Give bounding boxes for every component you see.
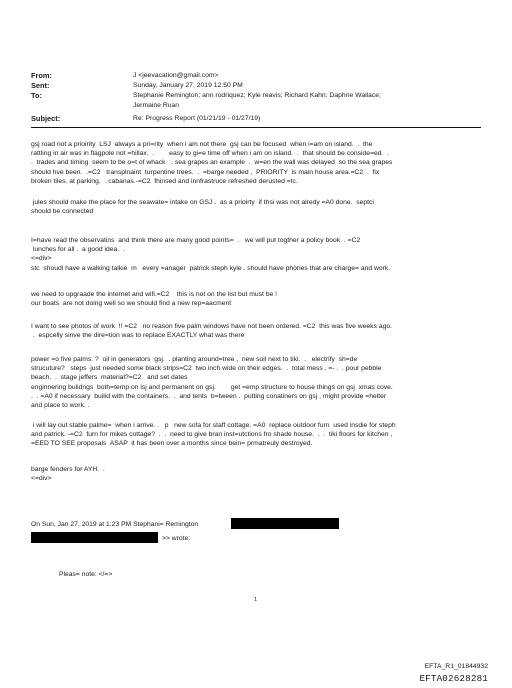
- redaction-bar: [31, 532, 158, 543]
- body-line: . trades and timing seem to be o=t of whack , sea grapes an example . w=en the wall was delayed so the sea grapes: [31, 159, 393, 167]
- body-paragraph-4: [31, 290, 493, 308]
- body-line: and place to work. .: [31, 402, 90, 410]
- body-line: barge fenders for AYH. .: [31, 466, 105, 473]
- bates-number-primary: EFTA_R1_01844932: [424, 663, 488, 670]
- sent-label: Sent:: [31, 81, 50, 90]
- body-line: . espcelly sinve the dire=tion was to replace EXACTLY what was there: [31, 332, 245, 340]
- body-line: and patrick. -=C2 furn for mikes cottage? . . need to give bran inst=utctions fro shade house. . . tiki floors for kitchen ,: [31, 431, 393, 439]
- body-line: <=div>: [31, 475, 52, 483]
- subject-label: Subject:: [31, 114, 61, 123]
- sent-value: Sunday, January 27, 2019 12:50 PM: [133, 82, 243, 89]
- body-line: enginnering bulidngs both=temp on lsj and permanent on gsj. get =emp structure to house things on gsj xmas cove.: [31, 383, 393, 391]
- reply-attribution-line1: On Sun, Jan 27, 2019 at 1:23 PM Stephani= Remington: [31, 521, 199, 528]
- body-paragraph-7: [31, 421, 493, 449]
- body-line: stc shoudl have a walking talkie m every =anager patrick steph kyle . should have phones that are charge= and work.: [31, 264, 391, 272]
- body-line: =EED TO SEE proposals ASAP it has been over a months since bein= prmatreuly destroyed.: [31, 440, 313, 448]
- redaction-bar: [231, 518, 339, 529]
- body-line: jules should make the place for the seawate= intake on GSJ . as a prioirty if thsi was not alredy =A0 done. septci: [31, 199, 374, 206]
- bates-number-secondary: EFTA02628281: [419, 673, 488, 684]
- body-paragraph-8: [31, 465, 493, 483]
- from-value: J <jeevacation@gmail.com>: [133, 72, 219, 79]
- body-line: should hve been. .=C2 transplnaint turpentine trees. . =barge needed , PRIORITY is main house area.=C2 . fix: [31, 168, 380, 176]
- body-line: should be connected: [31, 208, 94, 216]
- body-line: gsj road not a prioirity LSJ always a pri=rity when i am not there gsj can be focused when i=am on island. . the: [31, 141, 373, 148]
- body-paragraph-6: [31, 355, 493, 410]
- subject-value: Re: Progress Report (01/21/19 - 01/27/19): [133, 115, 261, 122]
- to-value-line1: Stephanie Remington; ann rodriquez; Kyle reavis; Richard Kahn; Daphne Wallace;: [133, 92, 381, 99]
- body-paragraph-2: [31, 198, 493, 216]
- body-line: <=div>: [31, 255, 52, 263]
- from-label: From:: [31, 71, 52, 80]
- body-paragraph-5: [31, 322, 493, 340]
- header-divider: [31, 127, 481, 128]
- body-line: . . =A0 if necessary builid with the containers. . and tents b=tween . putting conatiners on gsj , might provide =helter: [31, 392, 387, 400]
- body-line: lunches for all . a good idea. .: [31, 246, 125, 254]
- body-line: beach. . stage jeffers material?=C2 and set dates: [31, 374, 188, 382]
- body-line: I=have read the observatins and think there are many good points= . we will put togther a policy book . =C2: [31, 237, 361, 244]
- body-line: I want to see photos of work !! =C2 no reason five palm windows have not been ordered. =C2 this was five weeks ago.: [31, 323, 392, 330]
- body-line: our boats are not doing well so we should find a new rep=aacment: [31, 300, 232, 308]
- body-line: rattling in air was in flagpole not =hillax. . easy to gi=e time off when i am on island. . that should be conside=ed. .: [31, 150, 390, 158]
- body-paragraph-1: [31, 140, 493, 186]
- body-line: broken tiles. at parking. . cabanas.-=C2 fhinsed and innfrastruce refreshed derusted =tc.: [31, 177, 298, 185]
- reply-note: Pleas= note: </=>: [59, 571, 113, 578]
- body-line: we need to upgraade the internet and wifi.=C2 this is not on the list but must be !: [31, 291, 277, 298]
- body-paragraph-3: [31, 236, 493, 273]
- reply-attribution-line2: >> wrote:: [162, 535, 191, 542]
- body-line: power =o five palms. ? oil in generators gsj. . planting around=tree , new soil next to tiki. . electrify sh=de: [31, 356, 358, 363]
- page-number: 1: [254, 597, 258, 603]
- body-line: strucuture? steps just needed some black strips=C2 two inch wide on their edges. . total mess . =- . . pour pebble: [31, 365, 382, 373]
- body-line: i will lay out stable palme= when i arrive. . p new sofa for staff cottage. =A0 replace outdoor furn used insdie for steph: [31, 422, 396, 429]
- to-label: To:: [31, 91, 42, 100]
- to-value-line2: Jermaine Ruan: [133, 102, 180, 109]
